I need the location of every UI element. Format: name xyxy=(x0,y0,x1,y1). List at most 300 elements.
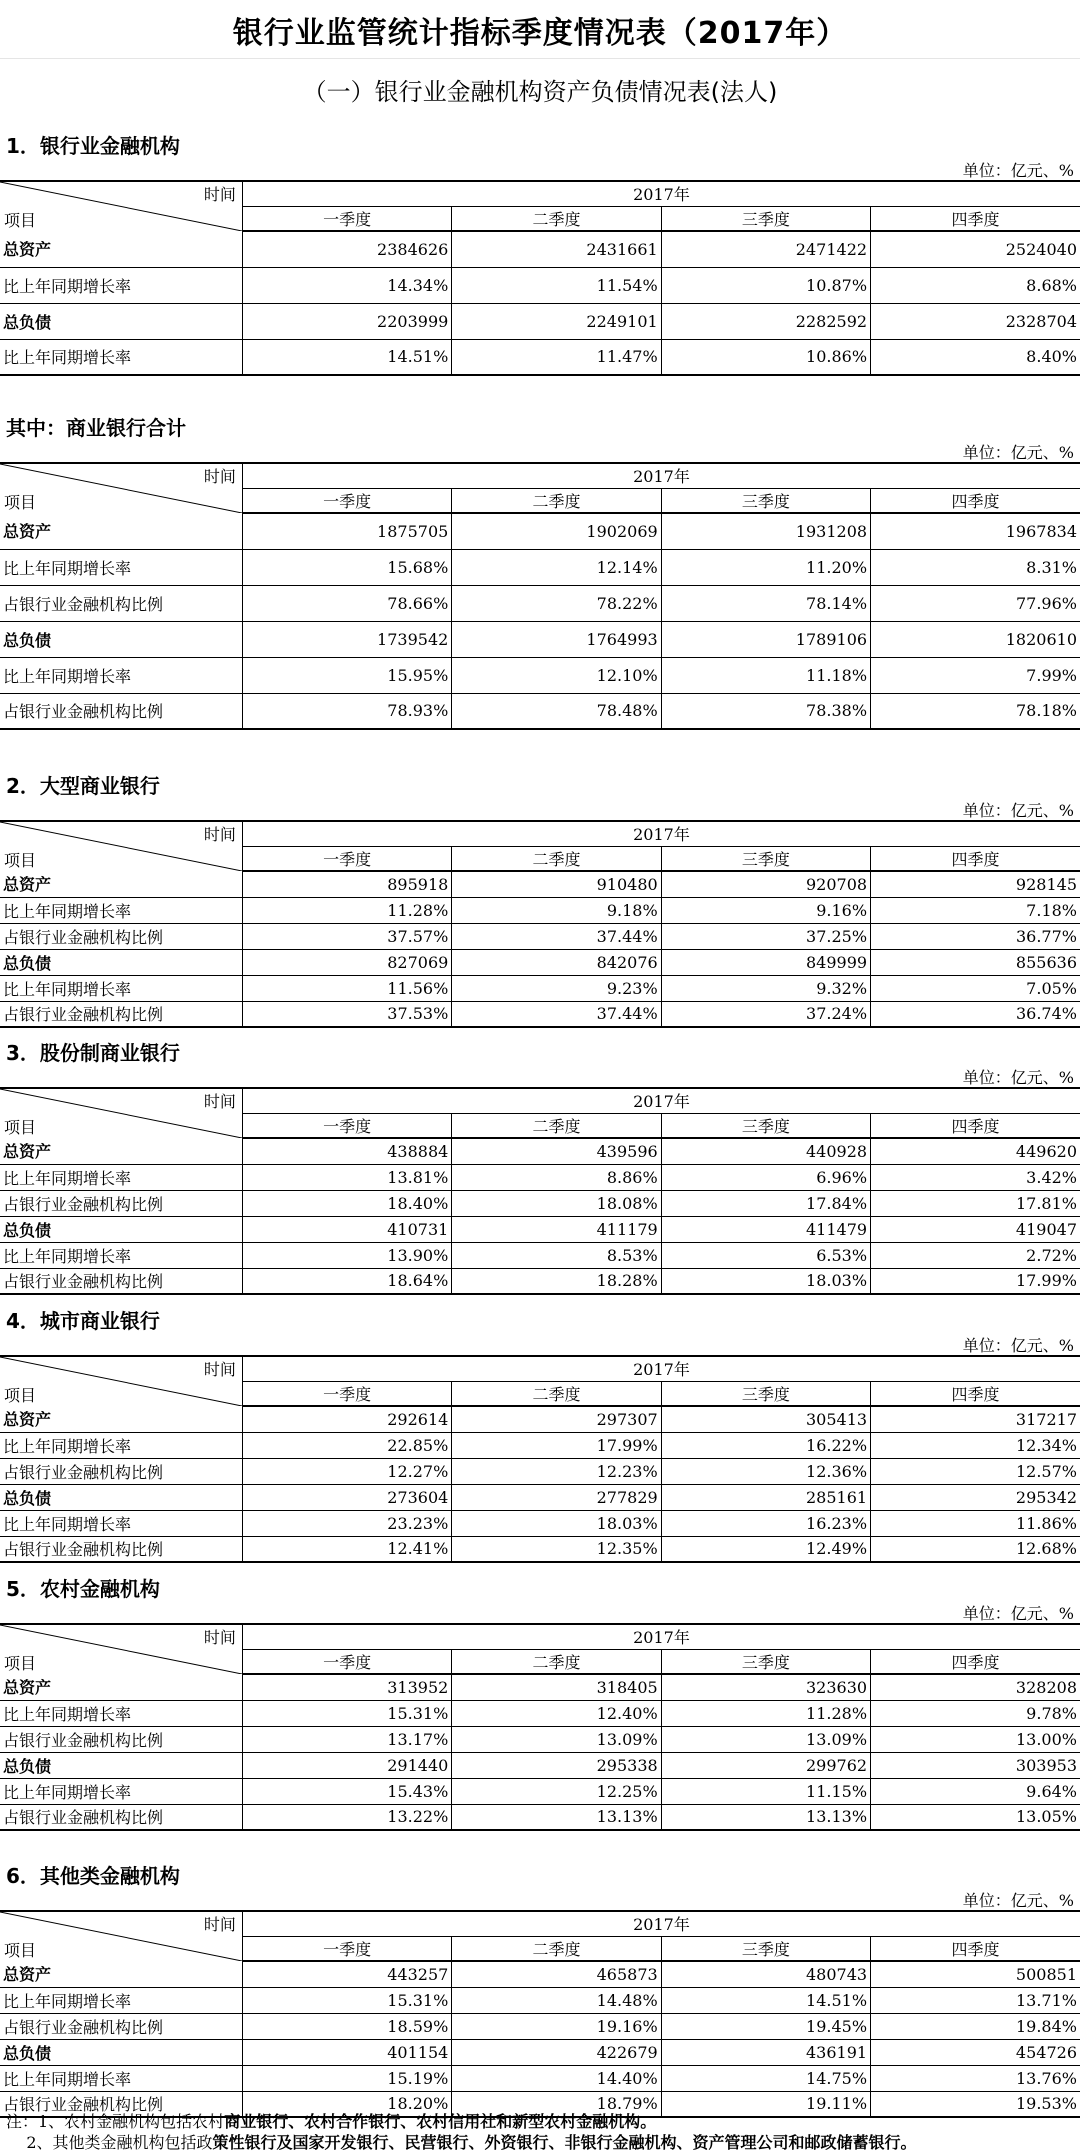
cell-value: 37.44% xyxy=(452,923,661,949)
cell-value: 7.99% xyxy=(871,657,1080,693)
cell-value: 13.05% xyxy=(871,1804,1080,1830)
cell-value: 292614 xyxy=(242,1406,451,1432)
row-label: 占银行业金融机构比例 xyxy=(0,1458,242,1484)
cell-value: 11.18% xyxy=(661,657,870,693)
header-quarter: 三季度 xyxy=(661,488,870,513)
cell-value: 9.78% xyxy=(871,1700,1080,1726)
cell-value: 37.44% xyxy=(452,1001,661,1027)
header-quarter: 四季度 xyxy=(871,1936,1080,1961)
unit-label: 单位：亿元、% xyxy=(962,161,1074,180)
cell-value: 16.22% xyxy=(661,1432,870,1458)
cell-value: 438884 xyxy=(242,1138,451,1164)
table-row xyxy=(0,1216,1080,1242)
cell-value: 2384626 xyxy=(242,231,451,267)
section-title: 3．股份制商业银行 xyxy=(6,1041,180,1065)
header-quarter: 三季度 xyxy=(661,206,870,231)
row-label: 总资产 xyxy=(0,1138,242,1164)
table-row xyxy=(0,949,1080,975)
cell-value: 78.18% xyxy=(871,693,1080,729)
cell-value: 13.22% xyxy=(242,1804,451,1830)
cell-value: 78.93% xyxy=(242,693,451,729)
cell-value: 7.18% xyxy=(871,897,1080,923)
cell-value: 2203999 xyxy=(242,303,451,339)
cell-value: 8.40% xyxy=(871,339,1080,375)
footnotes xyxy=(6,2111,917,2153)
data-table xyxy=(0,820,1080,1028)
row-label: 总资产 xyxy=(0,1961,242,1987)
header-quarter: 四季度 xyxy=(871,206,1080,231)
cell-value: 1902069 xyxy=(452,513,661,549)
cell-value: 37.57% xyxy=(242,923,451,949)
cell-value: 18.40% xyxy=(242,1190,451,1216)
cell-value: 15.31% xyxy=(242,1700,451,1726)
cell-value: 317217 xyxy=(871,1406,1080,1432)
data-table xyxy=(0,462,1080,730)
cell-value: 13.81% xyxy=(242,1164,451,1190)
cell-value: 9.64% xyxy=(871,1778,1080,1804)
table-row xyxy=(0,2013,1080,2039)
table-row xyxy=(0,1001,1080,1027)
cell-value: 454726 xyxy=(871,2039,1080,2065)
table-row xyxy=(0,267,1080,303)
cell-value: 449620 xyxy=(871,1138,1080,1164)
header-item-label: 项目 xyxy=(4,851,37,870)
table-row xyxy=(0,1804,1080,1830)
table-row xyxy=(0,621,1080,657)
section-title: 6．其他类金融机构 xyxy=(6,1864,180,1888)
table-row xyxy=(0,1778,1080,1804)
cell-value: 19.16% xyxy=(452,2013,661,2039)
cell-value: 9.32% xyxy=(661,975,870,1001)
section-title: 2．大型商业银行 xyxy=(6,774,160,798)
cell-value: 411479 xyxy=(661,1216,870,1242)
row-label: 总负债 xyxy=(0,1752,242,1778)
row-label: 总资产 xyxy=(0,871,242,897)
cell-value: 18.59% xyxy=(242,2013,451,2039)
cell-value: 410731 xyxy=(242,1216,451,1242)
row-label: 总资产 xyxy=(0,1674,242,1700)
row-label: 总负债 xyxy=(0,949,242,975)
cell-value: 14.51% xyxy=(661,1987,870,2013)
header-item-label: 项目 xyxy=(4,493,37,512)
row-label: 比上年同期增长率 xyxy=(0,1510,242,1536)
cell-value: 849999 xyxy=(661,949,870,975)
cell-value: 2328704 xyxy=(871,303,1080,339)
header-quarter: 三季度 xyxy=(661,1113,870,1138)
cell-value: 14.48% xyxy=(452,1987,661,2013)
cell-value: 8.68% xyxy=(871,267,1080,303)
header-year: 2017年 xyxy=(242,1356,1080,1381)
header-quarter: 二季度 xyxy=(452,1381,661,1406)
table-row xyxy=(0,1961,1080,1987)
cell-value: 12.49% xyxy=(661,1536,870,1562)
row-label: 比上年同期增长率 xyxy=(0,1164,242,1190)
cell-value: 401154 xyxy=(242,2039,451,2065)
row-label: 占银行业金融机构比例 xyxy=(0,585,242,621)
row-label: 比上年同期增长率 xyxy=(0,1987,242,2013)
table-row xyxy=(0,1268,1080,1294)
cell-value: 12.14% xyxy=(452,549,661,585)
header-diagonal-cell xyxy=(0,821,242,871)
cell-value: 439596 xyxy=(452,1138,661,1164)
table-row xyxy=(0,975,1080,1001)
data-table xyxy=(0,180,1080,376)
data-table xyxy=(0,1623,1080,1831)
header-time-label: 时间 xyxy=(203,1628,236,1647)
header-quarter: 四季度 xyxy=(871,488,1080,513)
header-quarter: 一季度 xyxy=(242,1649,451,1674)
row-label: 总负债 xyxy=(0,621,242,657)
cell-value: 11.20% xyxy=(661,549,870,585)
cell-value: 8.53% xyxy=(452,1242,661,1268)
cell-value: 19.45% xyxy=(661,2013,870,2039)
row-label: 占银行业金融机构比例 xyxy=(0,693,242,729)
table-row xyxy=(0,1458,1080,1484)
table-row xyxy=(0,657,1080,693)
cell-value: 465873 xyxy=(452,1961,661,1987)
header-quarter: 四季度 xyxy=(871,846,1080,871)
row-label: 比上年同期增长率 xyxy=(0,339,242,375)
header-quarter: 三季度 xyxy=(661,1649,870,1674)
header-quarter: 一季度 xyxy=(242,488,451,513)
cell-value: 15.68% xyxy=(242,549,451,585)
cell-value: 11.54% xyxy=(452,267,661,303)
cell-value: 422679 xyxy=(452,2039,661,2065)
cell-value: 13.90% xyxy=(242,1242,451,1268)
table-row xyxy=(0,1536,1080,1562)
cell-value: 37.25% xyxy=(661,923,870,949)
cell-value: 8.86% xyxy=(452,1164,661,1190)
header-year: 2017年 xyxy=(242,181,1080,206)
cell-value: 12.25% xyxy=(452,1778,661,1804)
cell-value: 2431661 xyxy=(452,231,661,267)
cell-value: 13.13% xyxy=(661,1804,870,1830)
cell-value: 12.41% xyxy=(242,1536,451,1562)
header-quarter: 二季度 xyxy=(452,488,661,513)
cell-value: 77.96% xyxy=(871,585,1080,621)
cell-value: 15.43% xyxy=(242,1778,451,1804)
cell-value: 855636 xyxy=(871,949,1080,975)
table-row xyxy=(0,1700,1080,1726)
cell-value: 11.86% xyxy=(871,1510,1080,1536)
data-table xyxy=(0,1087,1080,1295)
row-label: 占银行业金融机构比例 xyxy=(0,1001,242,1027)
cell-value: 13.76% xyxy=(871,2065,1080,2091)
cell-value: 313952 xyxy=(242,1674,451,1700)
section-title: 1．银行业金融机构 xyxy=(6,134,180,158)
header-year: 2017年 xyxy=(242,1624,1080,1649)
header-diagonal-cell xyxy=(0,1088,242,1138)
cell-value: 920708 xyxy=(661,871,870,897)
cell-value: 16.23% xyxy=(661,1510,870,1536)
cell-value: 13.17% xyxy=(242,1726,451,1752)
unit-label: 单位：亿元、% xyxy=(962,1336,1074,1355)
cell-value: 6.53% xyxy=(661,1242,870,1268)
cell-value: 291440 xyxy=(242,1752,451,1778)
header-item-label: 项目 xyxy=(4,1386,37,1405)
header-quarter: 二季度 xyxy=(452,846,661,871)
cell-value: 12.35% xyxy=(452,1536,661,1562)
header-quarter: 四季度 xyxy=(871,1113,1080,1138)
row-label: 比上年同期增长率 xyxy=(0,975,242,1001)
table-row xyxy=(0,897,1080,923)
header-diagonal-cell xyxy=(0,181,242,231)
cell-value: 15.19% xyxy=(242,2065,451,2091)
table-row xyxy=(0,1726,1080,1752)
row-label: 占银行业金融机构比例 xyxy=(0,1804,242,1830)
table-row xyxy=(0,2065,1080,2091)
row-label: 占银行业金融机构比例 xyxy=(0,923,242,949)
header-quarter: 二季度 xyxy=(452,1113,661,1138)
header-diagonal-cell xyxy=(0,463,242,513)
cell-value: 1789106 xyxy=(661,621,870,657)
header-year: 2017年 xyxy=(242,463,1080,488)
data-table xyxy=(0,1355,1080,1563)
row-label: 占银行业金融机构比例 xyxy=(0,2091,242,2117)
cell-value: 1739542 xyxy=(242,621,451,657)
row-label: 总资产 xyxy=(0,231,242,267)
cell-value: 277829 xyxy=(452,1484,661,1510)
cell-value: 18.79% xyxy=(452,2091,661,2117)
header-time-label: 时间 xyxy=(203,825,236,844)
cell-value: 18.08% xyxy=(452,1190,661,1216)
row-label: 比上年同期增长率 xyxy=(0,897,242,923)
cell-value: 78.48% xyxy=(452,693,661,729)
page-subtitle: （一）银行业金融机构资产负债情况表(法人) xyxy=(302,78,778,106)
row-label: 比上年同期增长率 xyxy=(0,657,242,693)
cell-value: 842076 xyxy=(452,949,661,975)
table-row xyxy=(0,1190,1080,1216)
cell-value: 827069 xyxy=(242,949,451,975)
header-item-label: 项目 xyxy=(4,211,37,230)
row-label: 总资产 xyxy=(0,1406,242,1432)
cell-value: 2.72% xyxy=(871,1242,1080,1268)
table-row xyxy=(0,231,1080,267)
cell-value: 18.03% xyxy=(452,1510,661,1536)
table-row xyxy=(0,1674,1080,1700)
cell-value: 436191 xyxy=(661,2039,870,2065)
header-year: 2017年 xyxy=(242,821,1080,846)
cell-value: 285161 xyxy=(661,1484,870,1510)
cell-value: 9.23% xyxy=(452,975,661,1001)
header-time-label: 时间 xyxy=(203,467,236,486)
data-table xyxy=(0,1910,1080,2118)
row-label: 占银行业金融机构比例 xyxy=(0,1536,242,1562)
table-row xyxy=(0,303,1080,339)
cell-value: 1820610 xyxy=(871,621,1080,657)
row-label: 比上年同期增长率 xyxy=(0,1242,242,1268)
cell-value: 12.34% xyxy=(871,1432,1080,1458)
table-row xyxy=(0,339,1080,375)
cell-value: 2471422 xyxy=(661,231,870,267)
table-row xyxy=(0,923,1080,949)
cell-value: 1967834 xyxy=(871,513,1080,549)
cell-value: 328208 xyxy=(871,1674,1080,1700)
footnote-1: 注：1、农村金融机构包括农村商业银行、农村合作银行、农村信用社和新型农村金融机构。 xyxy=(6,2112,657,2131)
row-label: 总资产 xyxy=(0,513,242,549)
cell-value: 17.84% xyxy=(661,1190,870,1216)
cell-value: 1875705 xyxy=(242,513,451,549)
cell-value: 11.28% xyxy=(661,1700,870,1726)
cell-value: 12.68% xyxy=(871,1536,1080,1562)
header-quarter: 一季度 xyxy=(242,1381,451,1406)
table-row xyxy=(0,1510,1080,1536)
row-label: 比上年同期增长率 xyxy=(0,1778,242,1804)
table-row xyxy=(0,871,1080,897)
cell-value: 12.27% xyxy=(242,1458,451,1484)
header-quarter: 四季度 xyxy=(871,1381,1080,1406)
header-quarter: 四季度 xyxy=(871,1649,1080,1674)
cell-value: 895918 xyxy=(242,871,451,897)
header-time-label: 时间 xyxy=(203,1092,236,1111)
cell-value: 9.18% xyxy=(452,897,661,923)
table-row xyxy=(0,1987,1080,2013)
cell-value: 10.87% xyxy=(661,267,870,303)
cell-value: 36.77% xyxy=(871,923,1080,949)
cell-value: 12.23% xyxy=(452,1458,661,1484)
cell-value: 13.09% xyxy=(452,1726,661,1752)
cell-value: 273604 xyxy=(242,1484,451,1510)
table-row xyxy=(0,585,1080,621)
cell-value: 78.66% xyxy=(242,585,451,621)
cell-value: 17.99% xyxy=(871,1268,1080,1294)
cell-value: 36.74% xyxy=(871,1001,1080,1027)
table-row xyxy=(0,1752,1080,1778)
table-row xyxy=(0,2039,1080,2065)
row-label: 占银行业金融机构比例 xyxy=(0,1268,242,1294)
row-label: 总负债 xyxy=(0,303,242,339)
cell-value: 19.11% xyxy=(661,2091,870,2117)
header-year: 2017年 xyxy=(242,1911,1080,1936)
cell-value: 3.42% xyxy=(871,1164,1080,1190)
row-label: 比上年同期增长率 xyxy=(0,1700,242,1726)
cell-value: 928145 xyxy=(871,871,1080,897)
header-quarter: 二季度 xyxy=(452,206,661,231)
cell-value: 299762 xyxy=(661,1752,870,1778)
cell-value: 6.96% xyxy=(661,1164,870,1190)
cell-value: 419047 xyxy=(871,1216,1080,1242)
cell-value: 443257 xyxy=(242,1961,451,1987)
table-row xyxy=(0,549,1080,585)
header-quarter: 一季度 xyxy=(242,1113,451,1138)
cell-value: 10.86% xyxy=(661,339,870,375)
header-quarter: 二季度 xyxy=(452,1936,661,1961)
cell-value: 318405 xyxy=(452,1674,661,1700)
cell-value: 15.95% xyxy=(242,657,451,693)
cell-value: 17.81% xyxy=(871,1190,1080,1216)
table-row xyxy=(0,1432,1080,1458)
header-time-label: 时间 xyxy=(203,1915,236,1934)
row-label: 总负债 xyxy=(0,1484,242,1510)
unit-label: 单位：亿元、% xyxy=(962,1068,1074,1087)
cell-value: 12.10% xyxy=(452,657,661,693)
cell-value: 23.23% xyxy=(242,1510,451,1536)
table-row xyxy=(0,1484,1080,1510)
header-quarter: 三季度 xyxy=(661,846,870,871)
cell-value: 13.13% xyxy=(452,1804,661,1830)
table-row xyxy=(0,1406,1080,1432)
header-item-label: 项目 xyxy=(4,1941,37,1960)
cell-value: 305413 xyxy=(661,1406,870,1432)
cell-value: 295342 xyxy=(871,1484,1080,1510)
section-title: 4．城市商业银行 xyxy=(6,1309,160,1333)
cell-value: 323630 xyxy=(661,1674,870,1700)
cell-value: 11.28% xyxy=(242,897,451,923)
header-time-label: 时间 xyxy=(203,185,236,204)
cell-value: 297307 xyxy=(452,1406,661,1432)
unit-label: 单位：亿元、% xyxy=(962,801,1074,820)
header-item-label: 项目 xyxy=(4,1654,37,1673)
table-row xyxy=(0,1164,1080,1190)
cell-value: 13.00% xyxy=(871,1726,1080,1752)
cell-value: 1764993 xyxy=(452,621,661,657)
header-quarter: 二季度 xyxy=(452,1649,661,1674)
row-label: 占银行业金融机构比例 xyxy=(0,1190,242,1216)
header-diagonal-cell xyxy=(0,1624,242,1674)
cell-value: 15.31% xyxy=(242,1987,451,2013)
table-row xyxy=(0,513,1080,549)
cell-value: 18.28% xyxy=(452,1268,661,1294)
row-label: 比上年同期增长率 xyxy=(0,2065,242,2091)
cell-value: 13.09% xyxy=(661,1726,870,1752)
cell-value: 9.16% xyxy=(661,897,870,923)
row-label: 总负债 xyxy=(0,2039,242,2065)
row-label: 比上年同期增长率 xyxy=(0,267,242,303)
cell-value: 14.75% xyxy=(661,2065,870,2091)
cell-value: 8.31% xyxy=(871,549,1080,585)
cell-value: 2524040 xyxy=(871,231,1080,267)
cell-value: 910480 xyxy=(452,871,661,897)
cell-value: 500851 xyxy=(871,1961,1080,1987)
cell-value: 78.14% xyxy=(661,585,870,621)
cell-value: 12.36% xyxy=(661,1458,870,1484)
section-title: 5．农村金融机构 xyxy=(6,1577,160,1601)
cell-value: 480743 xyxy=(661,1961,870,1987)
header-diagonal-cell xyxy=(0,1911,242,1961)
cell-value: 303953 xyxy=(871,1752,1080,1778)
cell-value: 2282592 xyxy=(661,303,870,339)
cell-value: 14.51% xyxy=(242,339,451,375)
cell-value: 14.40% xyxy=(452,2065,661,2091)
header-quarter: 一季度 xyxy=(242,206,451,231)
header-time-label: 时间 xyxy=(203,1360,236,1379)
cell-value: 7.05% xyxy=(871,975,1080,1001)
cell-value: 37.53% xyxy=(242,1001,451,1027)
page-title: 银行业监管统计指标季度情况表（2017年） xyxy=(232,16,848,51)
cell-value: 78.38% xyxy=(661,693,870,729)
unit-label: 单位：亿元、% xyxy=(962,443,1074,462)
cell-value: 2249101 xyxy=(452,303,661,339)
unit-label: 单位：亿元、% xyxy=(962,1891,1074,1910)
cell-value: 13.71% xyxy=(871,1987,1080,2013)
header-quarter: 三季度 xyxy=(661,1936,870,1961)
row-label: 比上年同期增长率 xyxy=(0,549,242,585)
table-row xyxy=(0,1242,1080,1268)
footnote-2: 2、其他类金融机构包括政策性银行及国家开发银行、民营银行、外资银行、非银行金融机构、资产管理公司和邮政储蓄银行。 xyxy=(6,2133,917,2152)
cell-value: 19.53% xyxy=(871,2091,1080,2117)
cell-value: 14.34% xyxy=(242,267,451,303)
header-quarter: 一季度 xyxy=(242,846,451,871)
cell-value: 37.24% xyxy=(661,1001,870,1027)
row-label: 比上年同期增长率 xyxy=(0,1432,242,1458)
cell-value: 18.64% xyxy=(242,1268,451,1294)
header-quarter: 一季度 xyxy=(242,1936,451,1961)
cell-value: 411179 xyxy=(452,1216,661,1242)
cell-value: 18.20% xyxy=(242,2091,451,2117)
row-label: 占银行业金融机构比例 xyxy=(0,2013,242,2039)
cell-value: 11.15% xyxy=(661,1778,870,1804)
cell-value: 440928 xyxy=(661,1138,870,1164)
